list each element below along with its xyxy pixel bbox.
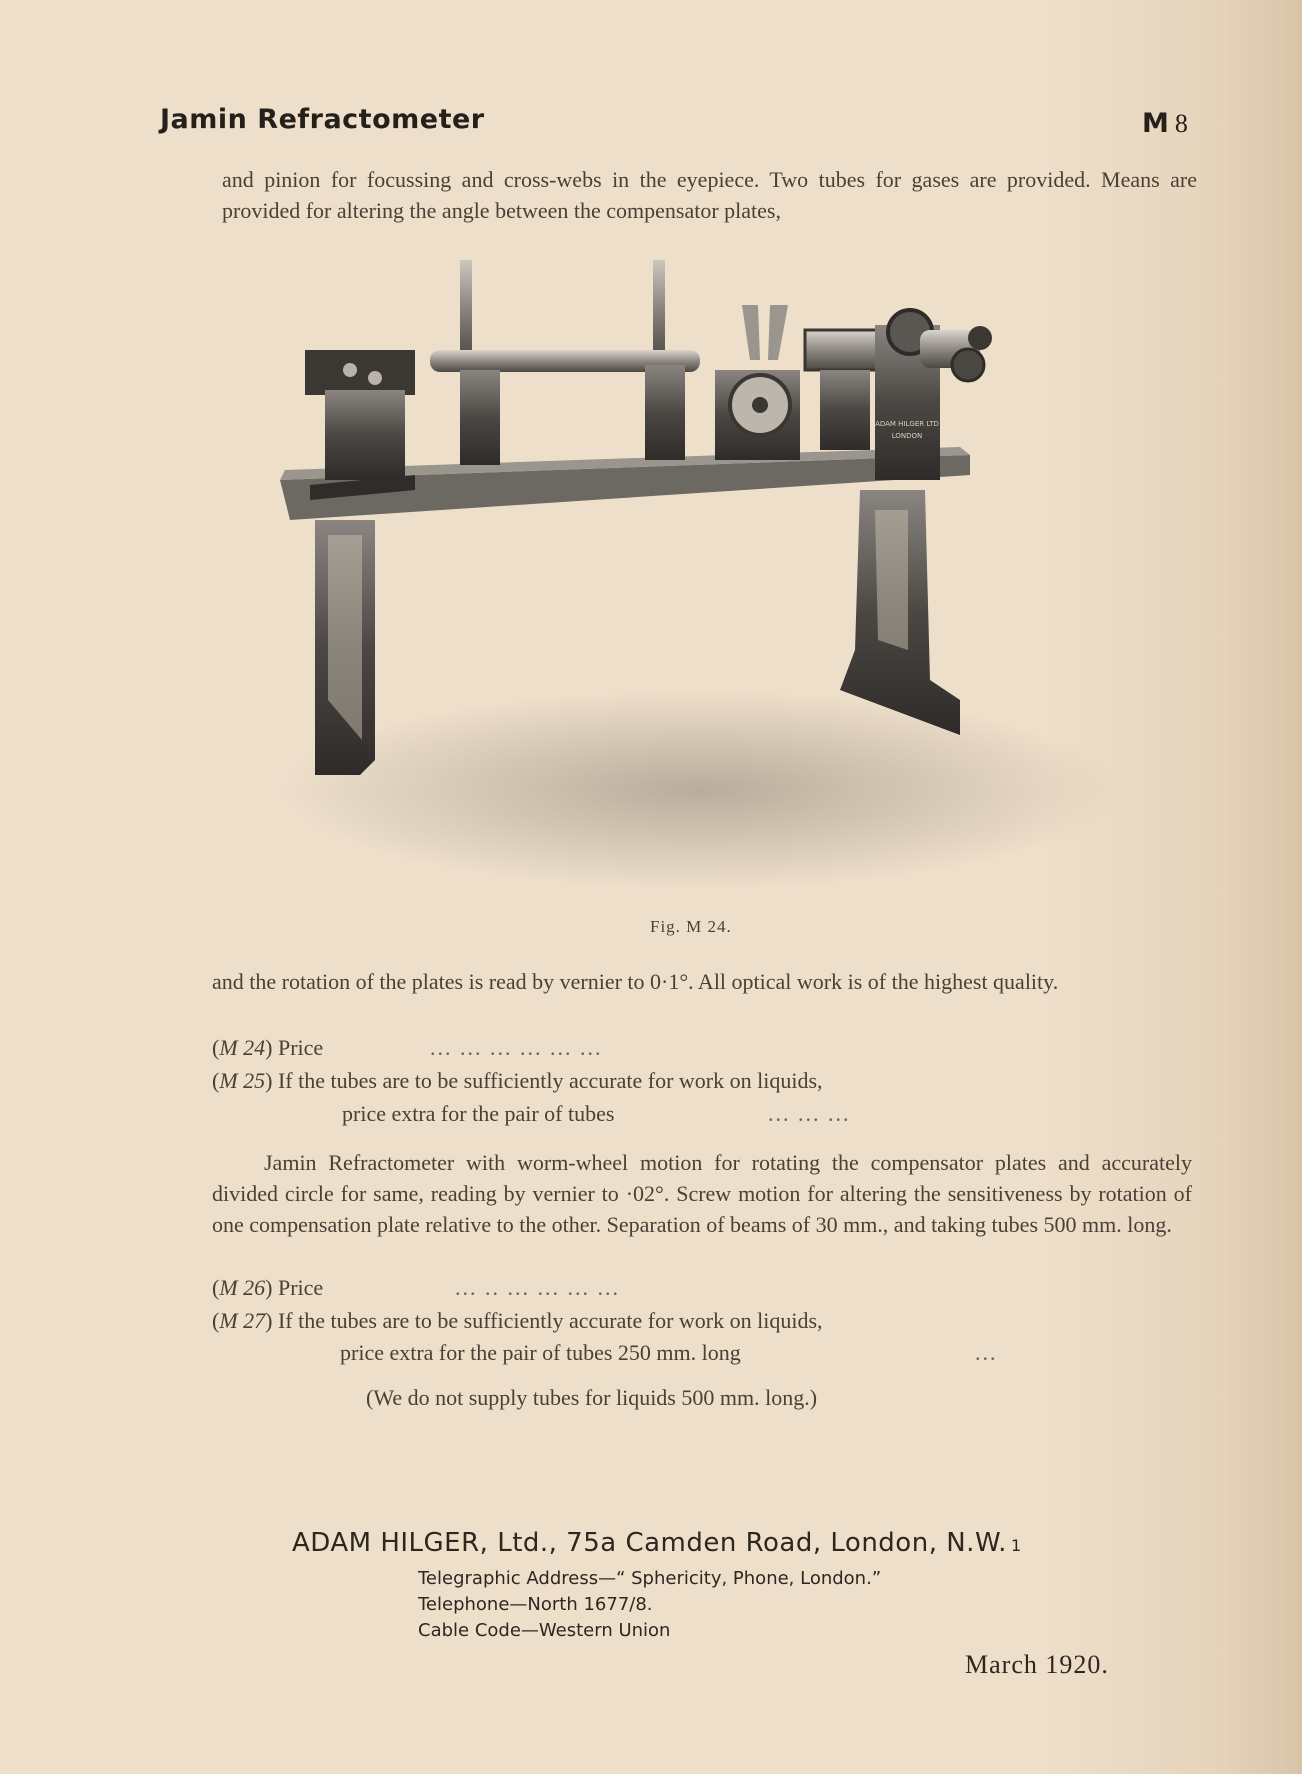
page-title: Jamin Refractometer [160, 104, 485, 135]
compensator-unit [715, 305, 800, 460]
maker-plate-text: ADAM HILGER LTD [875, 420, 939, 428]
price-item-label: If the tubes are to be sufficiently accurate for work on liquids, [277, 1068, 823, 1093]
tube-stand-left [460, 370, 500, 465]
price-item-m27: (M 27) If the tubes are to be sufficiently accurate for work on liquids, [212, 1308, 823, 1333]
catalogue-code: M 26 [219, 1275, 266, 1300]
page-number-value: 8 [1174, 109, 1188, 138]
price-leaders: ... ... ... [768, 1101, 851, 1126]
catalogue-code: M 27 [219, 1308, 266, 1333]
catalogue-code: M 24 [219, 1035, 266, 1060]
company-address [292, 1528, 1022, 1558]
intro-paragraph: and pinion for focussing and cross-webs in the eyepiece. Two tubes for gases are provided. Means are provided for altering the angle between the compensator plates, [222, 167, 1197, 223]
price-leaders: ... ... ... ... ... ... [430, 1035, 603, 1060]
price-item-label: Price [277, 1275, 324, 1300]
jamin-description-paragraph: Jamin Refractometer with worm-wheel motion for rotating the compensator plates and accurately divided circle for same, reading by vernier to ·02°. Screw motion for altering the sensitiveness by rotation of one compensation plate relative to the other. Separation of beams of 30 mm., and taking tubes 500 mm. long. [212, 1150, 1192, 1237]
price-leaders: ... .. ... ... ... ... [455, 1275, 620, 1300]
catalogue-code: M 25 [219, 1068, 266, 1093]
section-letter: M [1142, 108, 1169, 139]
price-leaders: ... [975, 1340, 998, 1365]
price-item-m24: (M 24) Price [212, 1035, 324, 1060]
price-item-label: Price [277, 1035, 324, 1060]
refractometer-illustration [280, 260, 1120, 910]
optical-quality-paragraph: and the rotation of the plates is read by vernier to 0·1°. All optical work is of the highest quality. [212, 969, 1059, 994]
telegraphic-address: Telegraphic Address—“ Sphericity, Phone, London.” [418, 1568, 882, 1589]
price-item-label: If the tubes are to be sufficiently accurate for work on liquids, [277, 1308, 823, 1333]
price-item-m26: (M 26) Price [212, 1275, 324, 1300]
floor-shadow [280, 690, 1120, 890]
price-item-continuation: price extra for the pair of tubes [342, 1101, 615, 1126]
telephone-number: Telephone—North 1677/8. [418, 1594, 653, 1615]
liquid-tubes-note: (We do not supply tubes for liquids 500 mm. long.) [366, 1385, 818, 1410]
post-right [653, 260, 665, 360]
page-number [1142, 108, 1188, 139]
company-address-text: ADAM HILGER, Ltd., 75a Camden Road, London, N.W. [292, 1528, 1007, 1558]
figure-caption: Fig. M 24. [650, 917, 732, 936]
price-item-continuation: price extra for the pair of tubes 250 mm. long [340, 1340, 741, 1365]
maker-plate-location: LONDON [891, 432, 923, 440]
post-left [460, 260, 472, 360]
cable-code: Cable Code—Western Union [418, 1620, 671, 1641]
publication-date: March 1920. [965, 1650, 1109, 1679]
left-leg [315, 520, 375, 775]
price-item-m25: (M 25) If the tubes are to be sufficiently accurate for work on liquids, [212, 1068, 823, 1093]
tube-stand-right [645, 365, 685, 460]
postal-district: 1 [1010, 1536, 1022, 1555]
